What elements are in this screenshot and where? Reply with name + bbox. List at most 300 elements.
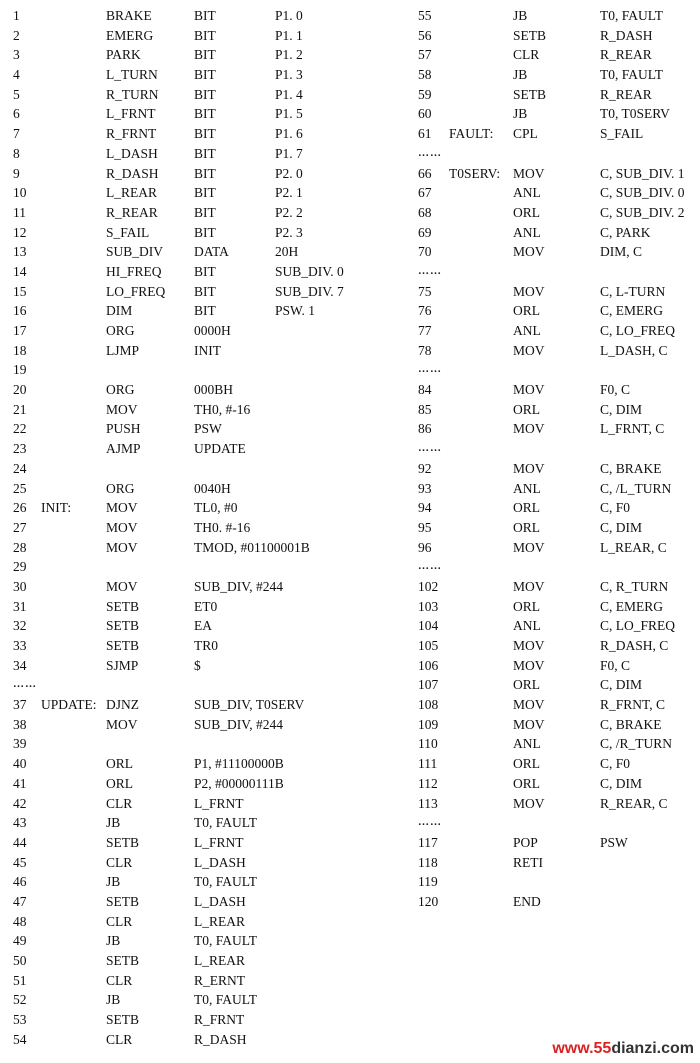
operand-1: T0, FAULT xyxy=(194,992,258,1008)
operand-1: BIT xyxy=(194,224,216,240)
code-line xyxy=(13,892,408,912)
operand-2: P1. 4 xyxy=(275,86,303,102)
mnemonic: SETB xyxy=(106,638,140,653)
operand-1: TR0 xyxy=(194,638,219,653)
operand-2: P1. 2 xyxy=(275,47,303,63)
code-line xyxy=(418,853,698,873)
code-line xyxy=(13,616,408,636)
code-line xyxy=(13,754,408,774)
mnemonic: SETB xyxy=(106,953,140,968)
code-line xyxy=(418,223,698,243)
operand-2: P2. 0 xyxy=(275,165,303,181)
operand-1: R_ERNT xyxy=(194,972,246,988)
line-number: 10 xyxy=(13,185,27,201)
code-line xyxy=(13,45,408,65)
line-number: 28 xyxy=(13,539,27,555)
operand-1: C, DIM xyxy=(600,519,643,535)
line-number: 9 xyxy=(13,165,20,181)
mnemonic: ANL xyxy=(513,736,541,752)
operand-1: R_DASH xyxy=(600,27,653,43)
mnemonic: ORL xyxy=(513,500,540,516)
line-number: 54 xyxy=(13,1031,27,1047)
line-number: …… xyxy=(13,678,37,691)
line-number: 2 xyxy=(13,27,20,43)
mnemonic: LJMP xyxy=(106,342,140,358)
mnemonic: L_DASH xyxy=(106,145,158,161)
operand-1: BIT xyxy=(194,204,216,220)
line-number: 30 xyxy=(13,578,27,594)
operand-1: R_REAR, C xyxy=(600,795,668,811)
code-line xyxy=(418,242,698,262)
code-line xyxy=(13,577,408,597)
line-number: 59 xyxy=(418,86,432,102)
code-line xyxy=(13,321,408,341)
operand-1: C, PARK xyxy=(600,224,651,240)
mnemonic: L_TURN xyxy=(106,67,158,83)
operand-1: C, R_TURN xyxy=(600,578,669,594)
line-number: 49 xyxy=(13,933,27,949)
line-number: 104 xyxy=(418,618,439,634)
code-line xyxy=(418,636,698,656)
code-line xyxy=(418,380,698,400)
mnemonic: LO_FREQ xyxy=(106,283,166,299)
code-line xyxy=(418,774,698,794)
mnemonic: JB xyxy=(106,874,121,890)
operand-1: DIM, C xyxy=(600,244,643,260)
mnemonic: BRAKE xyxy=(106,8,152,23)
code-line xyxy=(13,774,408,794)
code-line xyxy=(418,518,698,538)
mnemonic: ANL xyxy=(513,618,541,634)
operand-1: C, SUB_DIV. 1 xyxy=(600,165,685,181)
operand-1: $ xyxy=(194,657,201,673)
code-line xyxy=(13,203,408,223)
code-line xyxy=(13,813,408,833)
mnemonic: S_FAIL xyxy=(106,224,150,240)
mnemonic: ORL xyxy=(106,756,133,772)
line-number: 16 xyxy=(13,303,27,319)
mnemonic: SETB xyxy=(106,598,140,614)
line-number: 43 xyxy=(13,815,27,831)
code-line xyxy=(13,853,408,873)
mnemonic: ORL xyxy=(513,401,540,417)
line-number: 108 xyxy=(418,697,439,713)
code-line xyxy=(418,262,698,282)
mnemonic: END xyxy=(513,893,541,909)
line-number: 78 xyxy=(418,342,432,358)
code-line xyxy=(13,459,408,479)
operand-1: T0, FAULT xyxy=(600,67,664,83)
code-line xyxy=(418,597,698,617)
line-number: 24 xyxy=(13,460,27,476)
mnemonic: PARK xyxy=(106,47,141,63)
operand-1: BIT xyxy=(194,185,216,201)
line-number: 46 xyxy=(13,874,27,890)
line-number: 76 xyxy=(418,303,432,319)
code-line xyxy=(418,479,698,499)
line-number: 44 xyxy=(13,834,27,850)
operand-1: L_DASH xyxy=(194,854,246,870)
operand-1: TL0, #0 xyxy=(194,500,238,516)
operand-1: SUB_DIV, #244 xyxy=(194,716,284,732)
operand-1: BIT xyxy=(194,8,216,23)
operand-1: SUB_DIV, T0SERV xyxy=(194,697,305,713)
code-line xyxy=(13,912,408,932)
mnemonic: ORL xyxy=(513,519,540,535)
operand-1: C, /R_TURN xyxy=(600,736,673,752)
line-number: 103 xyxy=(418,598,439,614)
code-line xyxy=(418,6,698,26)
code-line xyxy=(13,360,408,380)
code-line xyxy=(418,813,698,833)
line-number: 42 xyxy=(13,795,27,811)
mnemonic: ANL xyxy=(513,224,541,240)
line-number: 52 xyxy=(13,992,27,1008)
mnemonic: MOV xyxy=(513,716,545,732)
operand-1: P2, #00000111B xyxy=(194,775,284,791)
line-number: 84 xyxy=(418,382,432,398)
line-number: 106 xyxy=(418,657,439,673)
code-line xyxy=(418,360,698,380)
line-number: 26 xyxy=(13,500,27,516)
mnemonic: AJMP xyxy=(106,441,141,457)
operand-1: C, DIM xyxy=(600,677,643,693)
operand-2: P1. 0 xyxy=(275,8,303,23)
mnemonic: SETB xyxy=(106,1012,140,1028)
operand-1: C, SUB_DIV. 0 xyxy=(600,185,685,201)
code-line xyxy=(418,144,698,164)
line-number: 51 xyxy=(13,972,27,988)
line-number: 102 xyxy=(418,578,439,594)
operand-1: PSW xyxy=(194,421,222,437)
line-number: 12 xyxy=(13,224,27,240)
mnemonic: CLR xyxy=(106,913,133,929)
code-line xyxy=(13,872,408,892)
line-number: 66 xyxy=(418,165,432,181)
line-number: 34 xyxy=(13,657,27,673)
mnemonic: MOV xyxy=(513,283,545,299)
mnemonic: ORG xyxy=(106,480,135,496)
operand-1: R_DASH xyxy=(194,1031,247,1047)
code-line xyxy=(418,459,698,479)
code-line xyxy=(418,892,698,912)
mnemonic: JB xyxy=(106,815,121,831)
mnemonic: HI_FREQ xyxy=(106,263,162,279)
line-number: 40 xyxy=(13,756,27,772)
listing-column-right xyxy=(418,6,698,912)
line-number: 94 xyxy=(418,500,432,516)
line-number: 58 xyxy=(418,67,432,83)
listing-column-left xyxy=(13,6,408,1049)
label: FAULT: xyxy=(449,126,494,142)
code-line xyxy=(13,301,408,321)
operand-2: P1. 7 xyxy=(275,145,303,161)
line-number: 4 xyxy=(13,67,20,83)
code-line xyxy=(418,754,698,774)
line-number: …… xyxy=(418,363,442,376)
code-line xyxy=(418,419,698,439)
code-line xyxy=(418,282,698,302)
line-number: 17 xyxy=(13,323,27,338)
operand-1: T0, FAULT xyxy=(194,815,258,831)
code-line xyxy=(13,419,408,439)
mnemonic: SETB xyxy=(106,618,140,634)
mnemonic: ORL xyxy=(513,775,540,791)
mnemonic: SETB xyxy=(513,27,547,43)
operand-2: P1. 5 xyxy=(275,106,303,122)
label: INIT: xyxy=(41,500,72,516)
operand-1: BIT xyxy=(194,67,216,83)
line-number: 60 xyxy=(418,106,432,122)
line-number: 111 xyxy=(418,756,438,772)
mnemonic: SETB xyxy=(106,834,140,850)
code-line xyxy=(13,971,408,991)
line-number: 95 xyxy=(418,519,432,535)
code-line xyxy=(418,538,698,558)
line-number: 120 xyxy=(418,893,439,909)
line-number: 57 xyxy=(418,47,432,63)
mnemonic: EMERG xyxy=(106,27,154,43)
mnemonic: MOV xyxy=(106,578,138,594)
code-line xyxy=(13,400,408,420)
line-number: 92 xyxy=(418,460,432,476)
mnemonic: MOV xyxy=(513,539,545,555)
line-number: …… xyxy=(418,264,442,277)
operand-1: TMOD, #01100001B xyxy=(194,539,310,555)
code-line xyxy=(13,1030,408,1050)
line-number: 3 xyxy=(13,47,20,63)
operand-1: L_REAR, C xyxy=(600,539,667,555)
operand-1: 0040H xyxy=(194,480,231,496)
mnemonic: R_TURN xyxy=(106,86,159,102)
operand-1: BIT xyxy=(194,303,216,319)
code-line xyxy=(418,498,698,518)
line-number: 69 xyxy=(418,224,432,240)
line-number: 38 xyxy=(13,716,27,732)
line-number: 47 xyxy=(13,893,27,909)
code-line xyxy=(13,164,408,184)
operand-1: R_REAR xyxy=(600,86,652,102)
code-line xyxy=(13,1010,408,1030)
operand-1: L_FRNT, C xyxy=(600,421,665,437)
code-line xyxy=(418,616,698,636)
line-number: 13 xyxy=(13,244,27,260)
line-number: 15 xyxy=(13,283,27,299)
code-line xyxy=(13,557,408,577)
operand-1: PSW xyxy=(600,834,628,850)
code-line xyxy=(13,144,408,164)
code-line xyxy=(13,675,408,695)
code-line xyxy=(13,242,408,262)
watermark-suffix: dianzi.com xyxy=(611,1040,694,1057)
line-number: 5 xyxy=(13,86,20,102)
operand-1: L_DASH, C xyxy=(600,342,668,358)
code-line xyxy=(13,282,408,302)
code-line xyxy=(13,341,408,361)
operand-2: P1. 1 xyxy=(275,27,303,43)
operand-2: 20H xyxy=(275,244,299,260)
code-line xyxy=(13,223,408,243)
line-number: 105 xyxy=(418,638,439,653)
mnemonic: CLR xyxy=(106,972,133,988)
mnemonic: MOV xyxy=(106,716,138,732)
operand-1: BIT xyxy=(194,47,216,63)
code-line xyxy=(13,65,408,85)
operand-1: T0, FAULT xyxy=(194,874,258,890)
operand-1: UPDATE xyxy=(194,441,246,457)
code-line xyxy=(418,656,698,676)
line-number: 11 xyxy=(13,204,26,220)
mnemonic: ANL xyxy=(513,185,541,201)
operand-1: T0, FAULT xyxy=(194,933,258,949)
operand-2: SUB_DIV. 0 xyxy=(275,263,344,279)
operand-1: BIT xyxy=(194,27,216,43)
mnemonic: L_FRNT xyxy=(106,106,156,122)
mnemonic: MOV xyxy=(513,460,545,476)
operand-1: T0, T0SERV xyxy=(600,106,670,122)
line-number: 50 xyxy=(13,953,27,968)
mnemonic: JB xyxy=(513,8,528,23)
code-line xyxy=(13,656,408,676)
line-number: 96 xyxy=(418,539,432,555)
line-number: 14 xyxy=(13,263,27,279)
mnemonic: ORL xyxy=(513,677,540,693)
mnemonic: MOV xyxy=(513,638,545,653)
operand-1: L_REAR xyxy=(194,913,246,929)
line-number: 61 xyxy=(418,126,432,142)
line-number: 22 xyxy=(13,421,27,437)
operand-2: P2. 2 xyxy=(275,204,303,220)
code-line xyxy=(418,104,698,124)
mnemonic: ORG xyxy=(106,323,135,338)
mnemonic: MOV xyxy=(513,382,545,398)
code-line xyxy=(418,400,698,420)
code-line xyxy=(13,597,408,617)
operand-1: ET0 xyxy=(194,598,218,614)
code-line xyxy=(418,557,698,577)
line-number: 77 xyxy=(418,323,432,338)
code-line xyxy=(418,695,698,715)
line-number: …… xyxy=(418,442,442,455)
line-number: 107 xyxy=(418,677,439,693)
label: T0SERV: xyxy=(449,165,501,181)
operand-1: 0000H xyxy=(194,323,231,338)
operand-1: R_FRNT, C xyxy=(600,697,666,713)
line-number: 25 xyxy=(13,480,27,496)
mnemonic: ORG xyxy=(106,382,135,398)
code-line xyxy=(418,301,698,321)
line-number: 41 xyxy=(13,775,27,791)
line-number: 45 xyxy=(13,854,27,870)
line-number: 75 xyxy=(418,283,432,299)
line-number: 117 xyxy=(418,834,438,850)
operand-1: BIT xyxy=(194,126,216,142)
mnemonic: ORL xyxy=(513,303,540,319)
line-number: 118 xyxy=(418,854,438,870)
line-number: 27 xyxy=(13,519,27,535)
code-line xyxy=(418,872,698,892)
code-line xyxy=(13,6,408,26)
operand-2: P1. 6 xyxy=(275,126,303,142)
operand-1: EA xyxy=(194,618,212,634)
mnemonic: MOV xyxy=(513,421,545,437)
code-line xyxy=(13,85,408,105)
code-line xyxy=(13,104,408,124)
operand-1: BIT xyxy=(194,106,216,122)
code-line xyxy=(418,124,698,144)
code-line xyxy=(418,203,698,223)
code-line xyxy=(13,124,408,144)
line-number: 86 xyxy=(418,421,432,437)
code-line xyxy=(418,734,698,754)
line-number: 53 xyxy=(13,1012,27,1028)
operand-1: C, LO_FREQ xyxy=(600,618,676,634)
code-line xyxy=(13,734,408,754)
operand-1: L_FRNT xyxy=(194,795,244,811)
operand-1: C, /L_TURN xyxy=(600,480,672,496)
code-line xyxy=(418,85,698,105)
code-line xyxy=(13,26,408,46)
operand-1: DATA xyxy=(194,244,229,260)
operand-1: R_DASH, C xyxy=(600,638,669,653)
mnemonic: SETB xyxy=(513,86,547,102)
code-line xyxy=(418,439,698,459)
code-line xyxy=(418,341,698,361)
line-number: 68 xyxy=(418,204,432,220)
operand-2: SUB_DIV. 7 xyxy=(275,283,344,299)
operand-1: F0, C xyxy=(600,382,631,398)
operand-1: C, L-TURN xyxy=(600,283,666,299)
line-number: 119 xyxy=(418,874,438,890)
operand-1: BIT xyxy=(194,263,216,279)
code-line xyxy=(13,380,408,400)
line-number: 1 xyxy=(13,8,20,23)
mnemonic: MOV xyxy=(513,657,545,673)
mnemonic: JB xyxy=(106,992,121,1008)
operand-1: TH0, #-16 xyxy=(194,401,251,417)
operand-1: C, F0 xyxy=(600,756,631,772)
mnemonic: ANL xyxy=(513,323,541,338)
mnemonic: ORL xyxy=(513,204,540,220)
line-number: 113 xyxy=(418,795,438,811)
code-line xyxy=(418,833,698,853)
code-line xyxy=(418,26,698,46)
mnemonic: JB xyxy=(513,106,528,122)
line-number: 70 xyxy=(418,244,432,260)
mnemonic: MOV xyxy=(513,697,545,713)
line-number: 6 xyxy=(13,106,20,122)
line-number: 20 xyxy=(13,382,27,398)
code-line xyxy=(13,518,408,538)
code-line xyxy=(13,439,408,459)
mnemonic: POP xyxy=(513,834,538,850)
operand-1: 000BH xyxy=(194,382,234,398)
mnemonic: R_FRNT xyxy=(106,126,157,142)
mnemonic: JB xyxy=(513,67,528,83)
code-line xyxy=(418,794,698,814)
line-number: …… xyxy=(418,146,442,159)
operand-1: SUB_DIV, #244 xyxy=(194,578,284,594)
line-number: 55 xyxy=(418,8,432,23)
mnemonic: SJMP xyxy=(106,657,139,673)
line-number: 23 xyxy=(13,441,27,457)
mnemonic: MOV xyxy=(106,539,138,555)
mnemonic: MOV xyxy=(106,500,138,516)
operand-1: R_REAR xyxy=(600,47,652,63)
mnemonic: CLR xyxy=(106,1031,133,1047)
mnemonic: MOV xyxy=(513,244,545,260)
line-number: 8 xyxy=(13,145,20,161)
